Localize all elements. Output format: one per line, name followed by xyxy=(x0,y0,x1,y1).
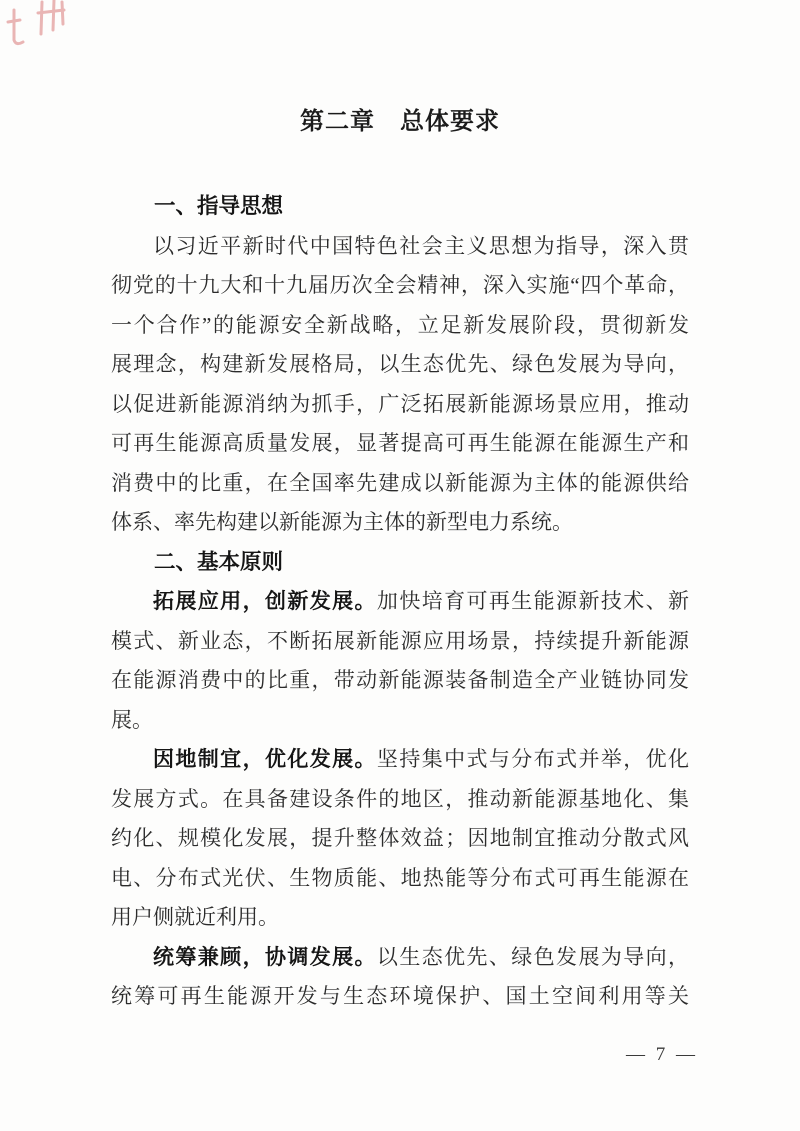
text-line: 展理念，构建新发展格局，以生态优先、绿色发展为导向， xyxy=(111,352,689,376)
text-line: 因地制宜，优化发展。坚持集中式与分布式并举，优化 xyxy=(153,747,689,771)
text-line: 消费中的比重，在全国率先建成以新能源为主体的能源供给 xyxy=(111,470,689,495)
text-line: 发展方式。在具备建设条件的地区，推动新能源基地化、集 xyxy=(111,786,689,811)
text-line: 统筹兼顾，协调发展。以生态优先、绿色发展为导向， xyxy=(153,944,689,969)
runin-bold-heading: 统筹兼顾，协调发展。 xyxy=(153,945,377,969)
text-line: 以促进新能源消纳为抓手，广泛拓展新能源场景应用，推动 xyxy=(111,391,689,416)
text-line: 以习近平新时代中国特色社会主义思想为指导，深入贯 xyxy=(153,233,689,258)
text-line: 模式、新业态，不断拓展新能源应用场景，持续提升新能源 xyxy=(111,628,689,653)
text-line: 电、分布式光伏、生物质能、地热能等分布式可再生能源在 xyxy=(111,865,689,890)
red-stamp-fragment-icon xyxy=(4,0,74,55)
text-line: 用户侧就近利用。 xyxy=(111,905,279,929)
text-line: 统筹可再生能源开发与生态环境保护、国土空间利用等关 xyxy=(111,984,689,1008)
text-line: 可再生能源高质量发展，显著提高可再生能源在能源生产和 xyxy=(111,431,689,455)
text-line: 拓展应用，创新发展。加快培育可再生能源新技术、新 xyxy=(153,589,689,613)
page-number: — 7 — xyxy=(626,1044,698,1065)
section-heading-label: 一、指导思想 xyxy=(154,194,284,218)
chapter-title: 第二章 总体要求 xyxy=(300,108,500,135)
text-line: 一个合作”的能源安全新战略，立足新发展阶段，贯彻新发 xyxy=(111,312,689,337)
body-text xyxy=(111,187,689,1017)
runin-bold-heading: 拓展应用，创新发展。 xyxy=(153,590,377,613)
text-line: 体系、率先构建以新能源为主体的新型电力系统。 xyxy=(111,510,573,534)
runin-bold-heading: 因地制宜，优化发展。 xyxy=(153,748,377,771)
text-line: 约化、规模化发展，提升整体效益；因地制宜推动分散式风 xyxy=(111,826,689,850)
text-line: 在能源消费中的比重，带动新能源装备制造全产业链协同发 xyxy=(111,668,689,692)
text-line: 展。 xyxy=(111,707,153,732)
section-heading xyxy=(111,543,689,583)
section-heading-label: 二、基本原则 xyxy=(154,549,284,574)
text-line: 彻党的十九大和十九届历次全会精神，深入实施“四个革命， xyxy=(111,273,689,297)
section-heading xyxy=(111,187,689,227)
